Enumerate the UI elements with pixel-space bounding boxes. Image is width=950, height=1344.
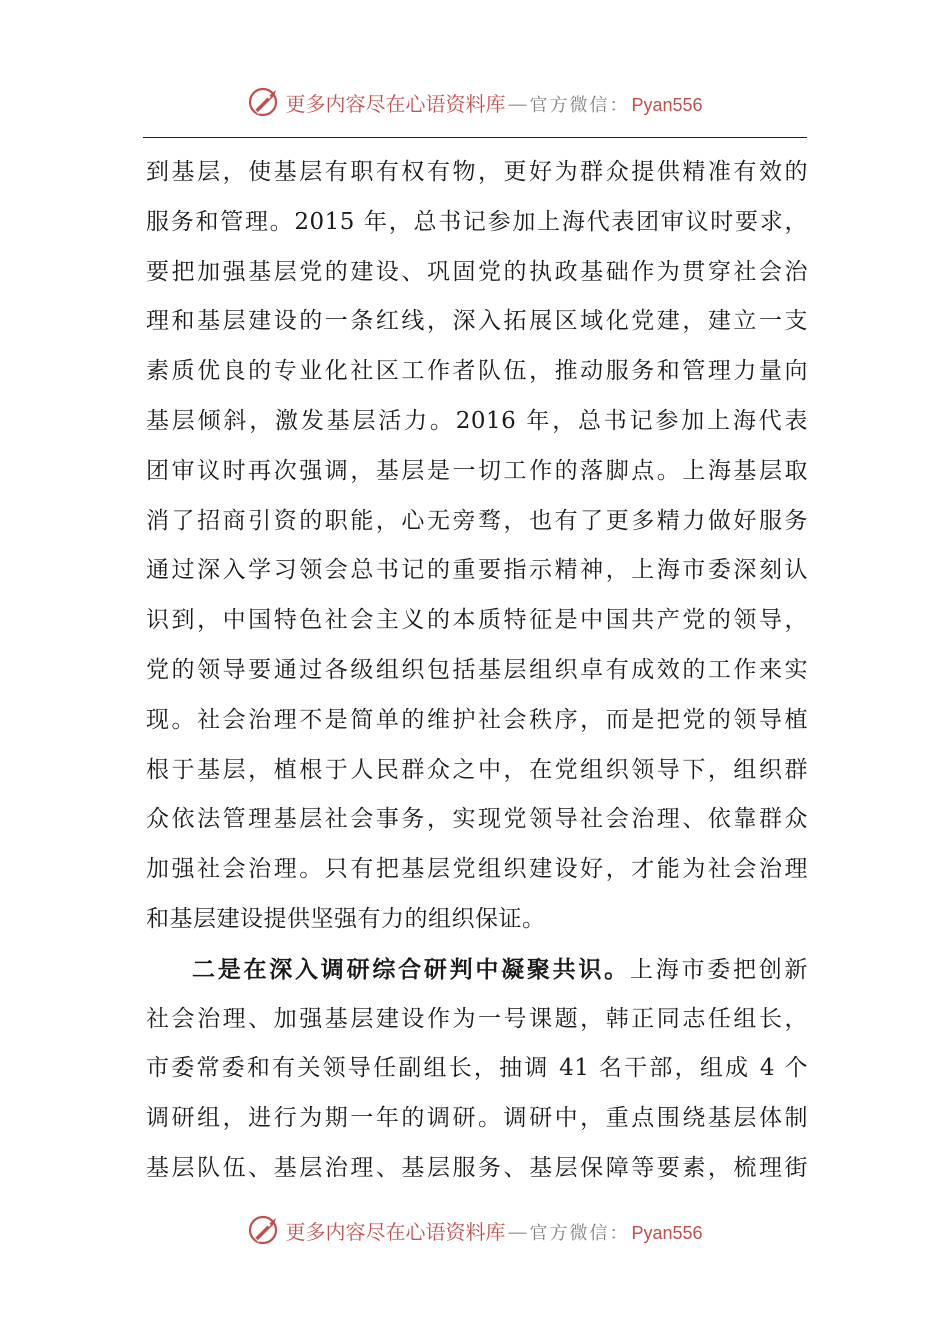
text-line: 基层队伍、基层治理、基层服务、基层保障等要素，梳理街	[146, 1154, 808, 1181]
text-line: 党的领导要通过各级组织包括基层组织卓有成效的工作来实	[146, 656, 808, 683]
text-line: 团审议时再次强调，基层是一切工作的落脚点。上海基层取	[146, 457, 808, 484]
pen-logo-icon	[247, 85, 281, 119]
text-line: 到基层，使基层有职有权有物，更好为群众提供精准有效的	[146, 159, 808, 185]
footer-banner	[0, 1210, 950, 1250]
text-line-first	[146, 945, 808, 995]
header-dash: —	[507, 91, 528, 116]
text-line: 素质优良的专业化社区工作者队伍，推动服务和管理力量向	[146, 358, 808, 385]
document-body	[146, 148, 808, 1194]
text-line: 通过深入学习领会总书记的重要指示精神，上海市委深刻认	[146, 557, 808, 584]
text-line: 和基层建设提供坚强有力的组织保证。	[146, 905, 546, 932]
footer-official-label: 官方微信：	[529, 1222, 630, 1244]
text-line: 要把加强基层党的建设、巩固党的执政基础作为贯穿社会治	[146, 258, 808, 285]
text-line: 理和基层建设的一条红线，深入拓展区域化党建，建立一支	[146, 308, 808, 335]
text-line: 根于基层，植根于人民群众之中，在党组织领导下，组织群	[146, 756, 808, 783]
paragraph-2-bold-lead: 二是在深入调研综合研判中凝聚共识。	[192, 955, 630, 983]
text-line: 基层倾斜，激发基层活力。2016 年，总书记参加上海代表	[146, 407, 808, 434]
text-line: 消了招商引资的职能，心无旁骛，也有了更多精力做好服务	[146, 507, 808, 534]
header-banner	[0, 82, 950, 122]
footer-dash: —	[507, 1219, 528, 1244]
text-line: 服务和管理。2015 年，总书记参加上海代表团审议时要求，	[146, 208, 808, 235]
header-banner-text	[285, 88, 702, 117]
paragraph-2-first-rest: 上海市委把创新	[629, 956, 809, 983]
footer-site-text: 更多内容尽在心语资料库	[285, 1219, 506, 1244]
text-line: 加强社会治理。只有把基层党组织建设好，才能为社会治理	[146, 856, 808, 883]
pen-logo-icon	[247, 1213, 281, 1247]
paragraph-2	[146, 945, 808, 1194]
text-line: 现。社会治理不是简单的维护社会秩序，而是把党的领导植	[146, 706, 808, 733]
header-site-text: 更多内容尽在心语资料库	[285, 91, 506, 116]
paragraph-1	[146, 148, 808, 945]
text-line: 市委常委和有关领导任副组长，抽调 41 名干部，组成 4 个	[146, 1055, 808, 1082]
header-account: Pyan556	[631, 94, 703, 115]
text-line: 众依法管理基层社会事务，实现党领导社会治理、依靠群众	[146, 806, 808, 833]
header-official-label: 官方微信：	[529, 94, 630, 116]
footer-account: Pyan556	[631, 1222, 703, 1243]
footer-banner-text	[285, 1216, 702, 1245]
text-line: 调研组，进行为期一年的调研。调研中，重点围绕基层体制	[146, 1105, 808, 1132]
text-line: 识到，中国特色社会主义的本质特征是中国共产党的领导，	[146, 607, 808, 634]
text-line: 社会治理、加强基层建设作为一号课题，韩正同志任组长，	[146, 1005, 808, 1032]
header-divider	[143, 137, 807, 138]
